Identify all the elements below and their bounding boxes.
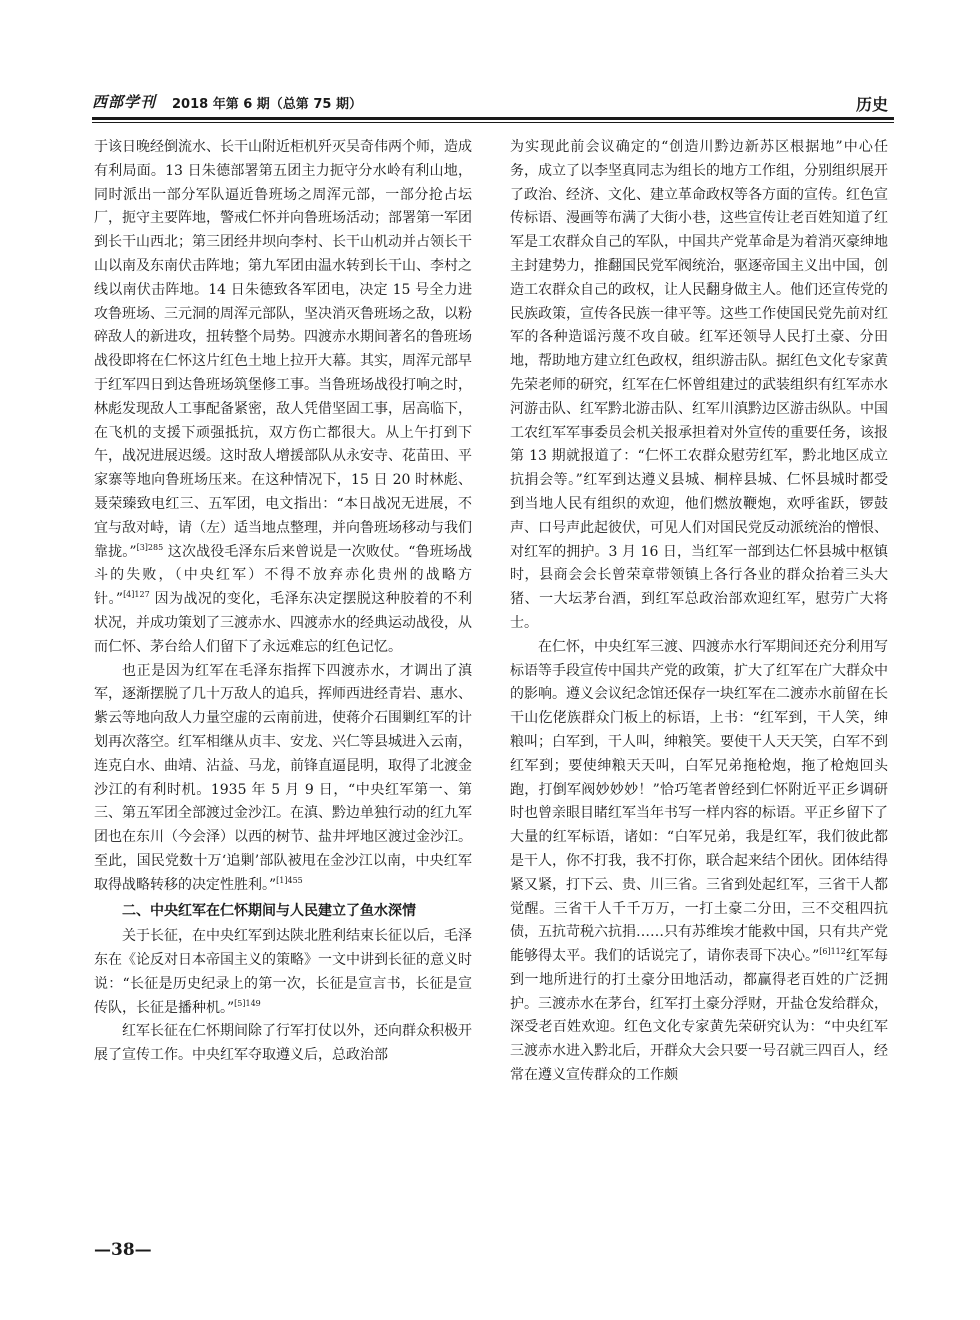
- paragraph: [510, 636, 888, 1088]
- paragraph-text: 为实现此前会议确定的“创造川黔边新苏区根据地”中心任务，成立了以李坚真同志为组长的地方工作组，分别组织展开了政治、经济、文化、建立革命政权等各方面的宣传。红色宣传标语、漫画等布满了大街小巷，这些宣传让老百姓知道了红军是工农群众自己的军队，中国共产党革命是为着消灭豪绅地主封建势力，推翻国民党军阀统治，驱逐帝国主义出中国，创造工农群众自己的政权，让人民翻身做主人。他们还宣传党的民族政策，宣传各民族一律平等。这些工作使国民党先前对红军的各种造谣污蔑不攻自破。红军还领导人民打土豪、分田地，帮助地方建立红色政权，组织游击队。据红色文化专家黄先荣老师的研究，红军在仁怀曾组建过的武装组织有红军赤水河游击队、红军黔北游击队、红军川滇黔边区游击纵队。中国工农红军军事委员会机关报承担着对外宣传的重要任务，该报第 13 期就报道了：“仁怀工农群众慰劳红军，黔北地区成立抗捐会等。”红军到达遵义县城、桐梓县城、仁怀县城时都受到当地人民有组织的欢迎，他们燃放鞭炮，欢呼雀跃，锣鼓声、口号声此起彼伏，可见人们对国民党反动派统治的憎恨、对红军的拥护。3 月 16 日，当红军一部到达仁怀县城中枢镇时，县商会会长曾荣章带领镇上各行各业的群众抬着三头大猪、一大坛茅台酒，到红军总政治部欢迎红军，慰劳广大将士。: [510, 139, 888, 631]
- paragraph-text: 因为战况的变化，毛泽东决定摆脱这种胶着的不利状况，并成功策划了三渡赤水、四渡赤水的经典运动战役，从而仁怀、茅台给人们留下了永远难忘的红色记忆。: [94, 591, 472, 655]
- paragraph: [94, 1020, 472, 1068]
- header-rule-thick: [92, 117, 894, 120]
- paragraph-text: 也正是因为红军在毛泽东指挥下四渡赤水，才调出了滇军，逐渐摆脱了几十万敌人的追兵，挥师西进经青岩、惠水、紫云等地向敌人力量空虚的云南前进，使蒋介石围剿红军的计划再次落空。红军相继从贞丰、安龙、兴仁等县城进入云南，连克白水、曲靖、沾益、马龙，前锋直逼昆明，取得了北渡金沙江的有利时机。1935 年 5 月 9 日，“中央红军第一、第三、第五军团全部渡过金沙江。在滇、黔边单独行动的红九军团也在东川（今会泽）以西的树节、盐井坪地区渡过金沙江。至此，国民党数十万‘追剿’部队被甩在金沙江以南，中央红军取得战略转移的决定性胜利。”: [94, 662, 472, 893]
- section-heading: 二、中央红军在仁怀期间与人民建立了鱼水深情: [122, 902, 416, 919]
- right-column: [510, 136, 888, 1088]
- running-header: [92, 88, 892, 118]
- paragraph-text: 红军每到一地所进行的打土豪分田地活动，都赢得老百姓的广泛拥护。三渡赤水在茅台，红军打土豪分浮财，开盐仓发给群众，深受老百姓欢迎。红色文化专家黄先荣研究认为：“中央红军三渡赤水进入黔北后，开群众大会只要一号召就三四百人，经常在遵义宣传群众的工作颇: [510, 948, 889, 1084]
- left-column: [94, 136, 472, 1068]
- paragraph-text: 于该日晚经倒流水、长干山附近柜机歼灭吴奇伟两个师，造成有利局面。13 日朱德部署第五团主力扼守分水岭有利山地，同时派出一部分军队逼近鲁班场之周浑元部，一部分抢占坛厂，扼守主要阵地，警戒仁怀并向鲁班场活动；部署第一军团到长干山西北；第三团经井坝向李村、长干山机动并占领长干山以南及东南伏击阵地；第九军团由温水转到长干山、李村之线以南伏击阵地。14 日朱德致各军团电，决定 15 号全力进攻鲁班场、三元洞的周浑元部队，坚决消灭鲁班场之敌，以粉碎敌人的新进攻，扭转整个局势。四渡赤水期间著名的鲁班场战役即将在仁怀这片红色土地上拉开大幕。其实，周浑元部早于红军四日到达鲁班场筑堡修工事。当鲁班场战役打响之时，林彪发现敌人工事配备紧密，敌人凭借坚固工事，居高临下，在飞机的支援下顽强抵抗，双方伤亡都很大。从上午打到下午，战况进展迟缓。这时敌人增援部队从永安寺、花苗田、平家寨等地向鲁班场压来。在这种情况下，15 日 20 时林彪、聂荣臻致电红三、五军团，电文指出：“本日战况无进展，不宜与敌对峙，请（左）适当地点整理，并向鲁班场移动与我们靠拢。”: [94, 139, 472, 560]
- paragraph: [94, 136, 472, 660]
- paragraph: [510, 136, 888, 636]
- citation: [5]149: [234, 998, 261, 1008]
- paragraph-text: 这次战役毛泽东后来曾说是一次败仗。“鲁班场战斗的失败，（中央红军）不得不放弃赤化贵州的战略方针。”: [94, 543, 472, 608]
- paragraph: [94, 925, 472, 1020]
- citation: [6]112: [819, 947, 846, 957]
- citation: [3]285: [136, 542, 164, 552]
- paragraph-text: 在仁怀，中央红军三渡、四渡赤水行军期间还充分利用写标语等手段宣传中国共产党的政策，扩大了红军在广大群众中的影响。遵义会议纪念馆还保存一块红军在二渡赤水前留在长干山仡佬族群众门板上的标语，上书：“红军到，干人笑，绅粮叫；白军到，干人叫，绅粮笑。要使干人天天笑，白军不到红军到；要使绅粮天天叫，白军兄弟拖枪炮，拖了枪炮回头跑，打倒军阀妙妙妙！”恰巧笔者曾经到仁怀附近平正乡调研时也曾亲眼目睹红军当年书写一样内容的标语。平正乡留下了大量的红军标语，诸如：“白军兄弟，我是红军，我们彼此都是干人，你不打我，我不打你，联合起来结个团伙。团体结得紧又紧，打下云、贵、川三省。三省到处起红军，三省干人都觉醒。三省干人千千万万，一打土豪二分田，三不交租四抗债，五抗苛税六抗捐……只有苏维埃才能救中国，只有共产党能够得太平。我们的话说完了，请你表哥下决心。”: [510, 638, 888, 965]
- header-rule-thin: [92, 122, 894, 123]
- issue-info: 2018 年第 6 期（总第 75 期）: [172, 97, 362, 112]
- citation: [4]127: [123, 590, 150, 600]
- section-name: 历史: [855, 95, 888, 114]
- paragraph-text: 红军长征在仁怀期间除了行军打仗以外，还向群众积极开展了宣传工作。中央红军夺取遵义后，总政治部: [94, 1023, 472, 1064]
- journal-name: 西部学刊: [92, 93, 157, 111]
- paragraph-text: 关于长征，在中央红军到达陕北胜利结束长征以后，毛泽东在《论反对日本帝国主义的策略》一文中讲到长征的意义时说：“长征是历史纪录上的第一次，长征是宣言书，长征是宣传队，长征是播种机。”: [94, 928, 472, 1016]
- citation: [1]455: [276, 875, 303, 885]
- page-number: —38—: [94, 1240, 152, 1260]
- paragraph: [94, 660, 472, 898]
